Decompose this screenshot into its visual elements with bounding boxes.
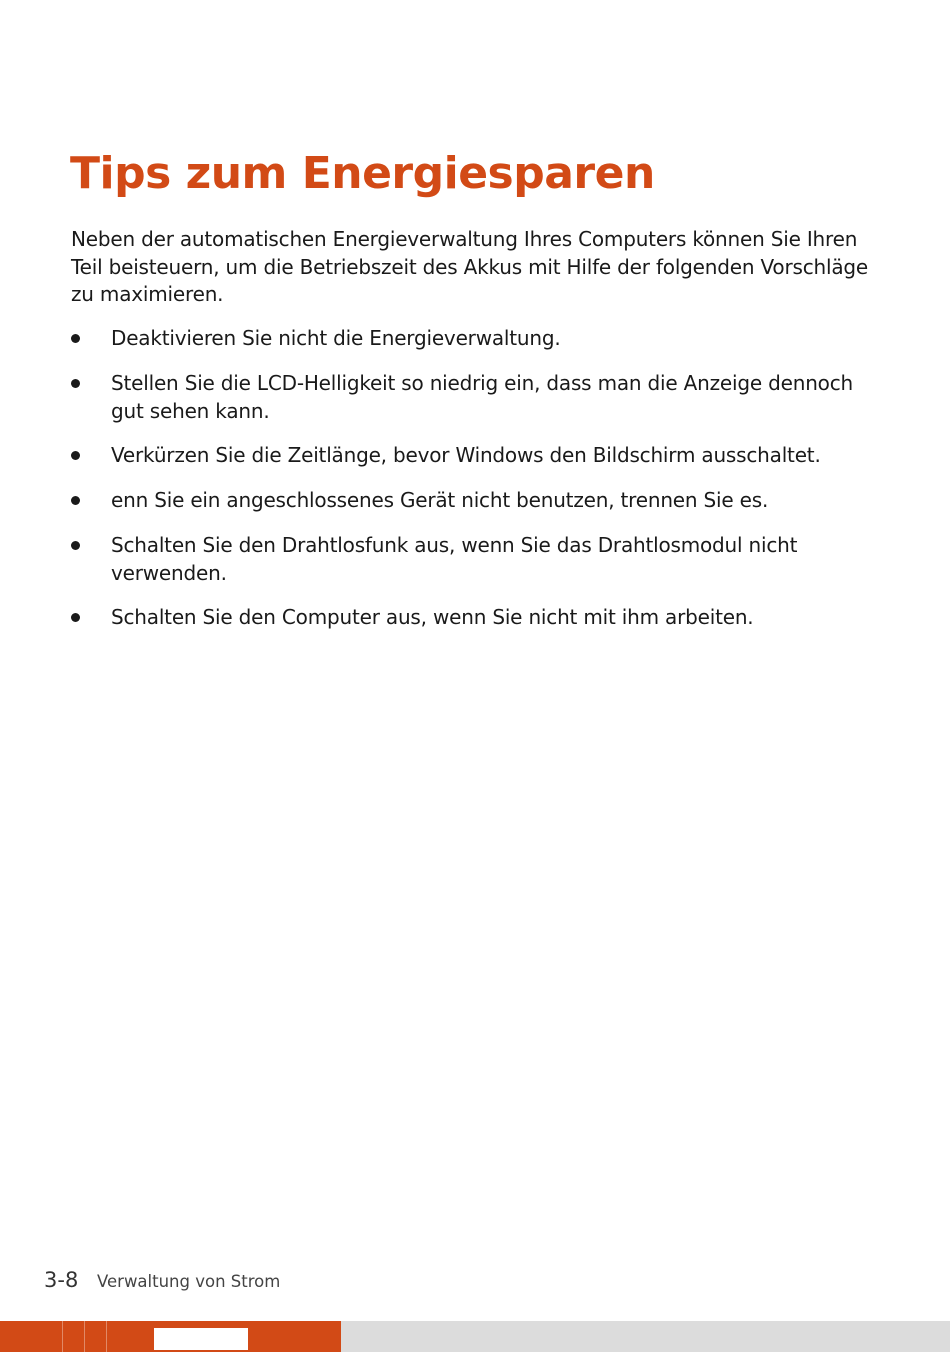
page-number: 3-8: [44, 1268, 79, 1292]
footer-bar-divider: [106, 1321, 107, 1352]
footer-section-title: Verwaltung von Strom: [97, 1272, 281, 1291]
tip-text: Deaktivieren Sie nicht die Energieverwaltung.: [111, 326, 561, 350]
footer-bar-divider: [62, 1321, 63, 1352]
tip-text: Schalten Sie den Drahtlosfunk aus, wenn Sie das Drahtlosmodul nicht verwenden.: [111, 533, 798, 585]
intro-paragraph: Neben der automatischen Energieverwaltung Ihres Computers können Sie Ihren Teil beisteuern, um die Betriebszeit des Akkus mit Hilfe der folgenden Vorschläge zu maximieren.: [71, 227, 868, 306]
footer-bar: [0, 1321, 950, 1352]
tip-text: Schalten Sie den Computer aus, wenn Sie nicht mit ihm arbeiten.: [111, 605, 754, 629]
tip-text: enn Sie ein angeschlossenes Gerät nicht benutzen, trennen Sie es.: [111, 488, 769, 512]
bullet-icon: [71, 379, 80, 388]
bullet-icon: [71, 451, 80, 460]
bullet-icon: [71, 613, 80, 622]
footer-bar-divider: [84, 1321, 85, 1352]
tip-text: Verkürzen Sie die Zeitlänge, bevor Windows den Bildschirm ausschaltet.: [111, 443, 821, 467]
bullet-icon: [71, 334, 80, 343]
bullet-icon: [71, 496, 80, 505]
tip-text: Stellen Sie die LCD-Helligkeit so niedrig ein, dass man die Anzeige dennoch gut sehen kann.: [111, 371, 853, 423]
bullet-icon: [71, 541, 80, 550]
page-title: Tips zum Energiesparen: [70, 148, 655, 199]
footer-bar-tab: [154, 1328, 248, 1350]
